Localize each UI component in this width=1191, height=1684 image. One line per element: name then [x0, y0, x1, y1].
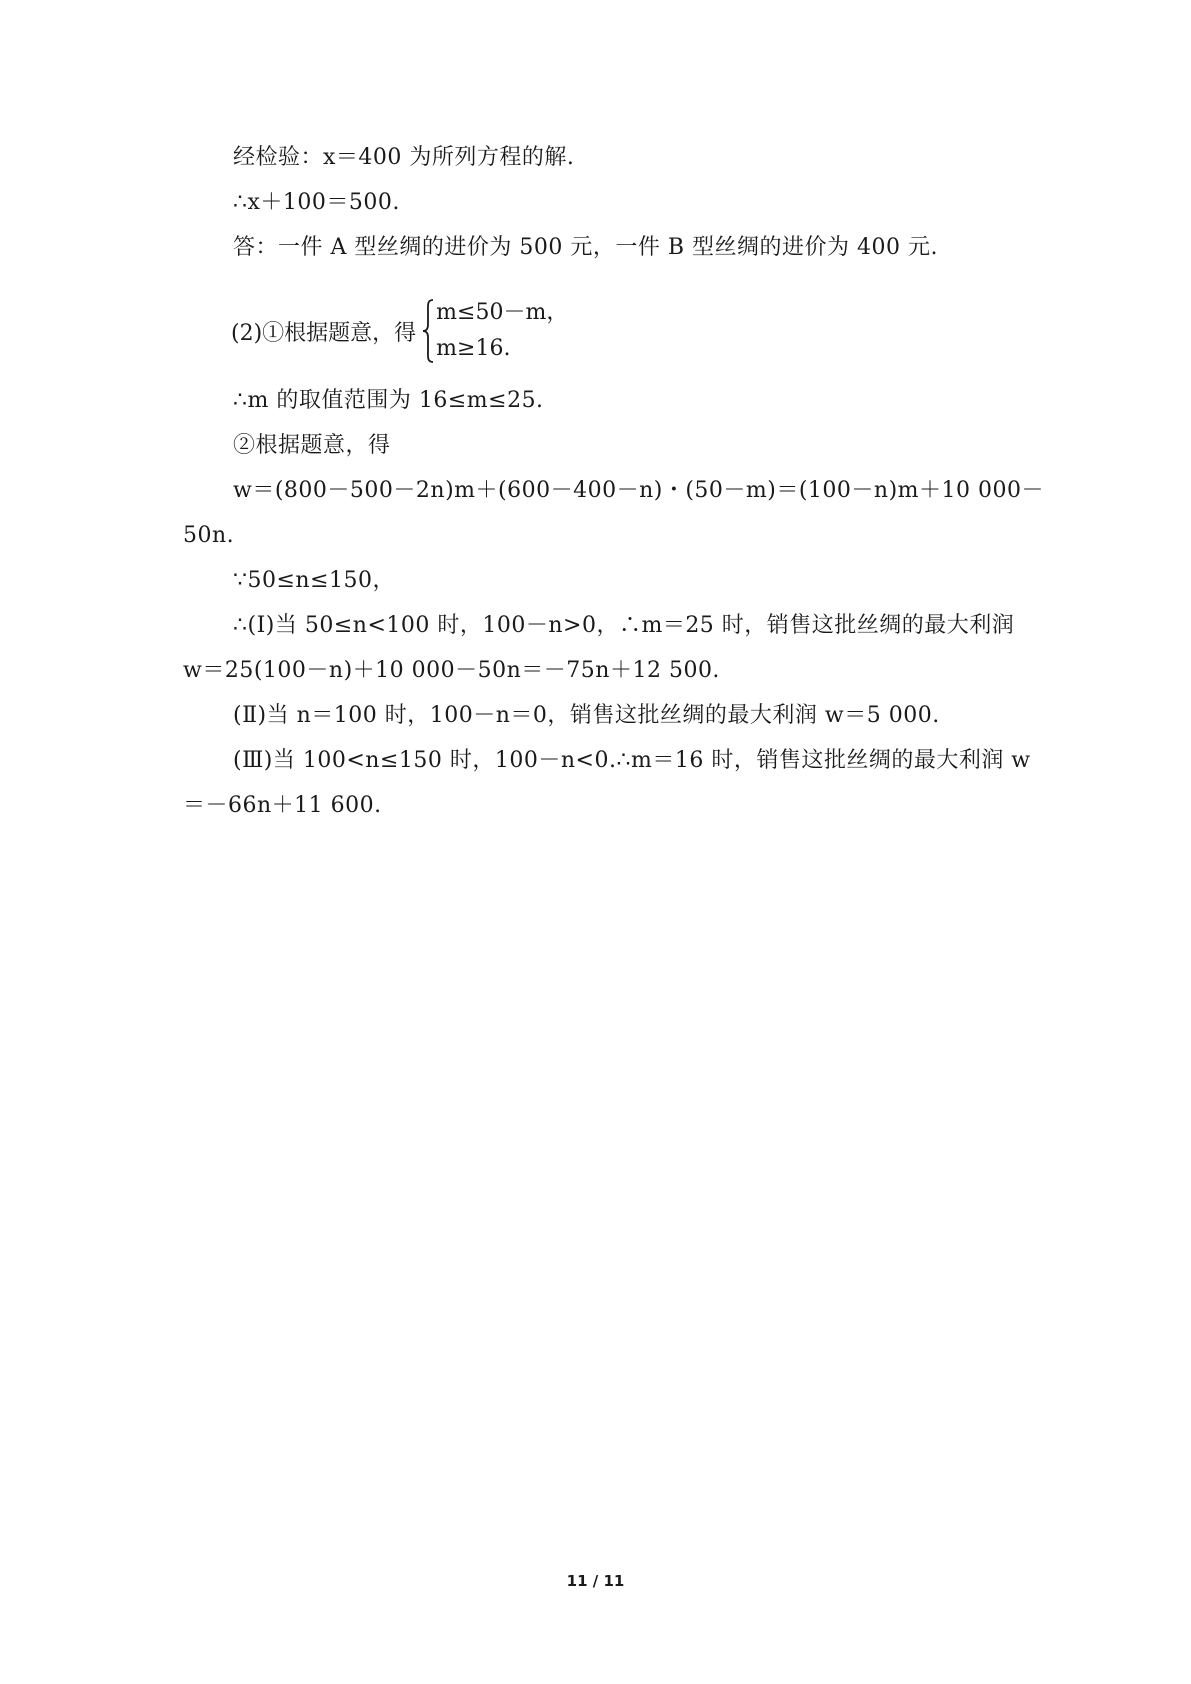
system-equation-2: m≥16. — [436, 336, 511, 361]
text-line-case-1-cont: w＝25(100－n)＋10 000－50n＝－75n＋12 500. — [183, 658, 720, 683]
system-equations — [436, 298, 568, 364]
text-line-answer: 答：一件 A 型丝绸的进价为 500 元，一件 B 型丝绸的进价为 400 元. — [233, 235, 938, 260]
text-line-case-2: (Ⅱ)当 n＝100 时，100－n＝0，销售这批丝绸的最大利润 w＝5 000. — [233, 703, 940, 728]
text-line-verification: 经检验：x＝400 为所列方程的解. — [233, 145, 575, 170]
system-label: (2)①根据题意，得 — [231, 320, 417, 346]
left-brace-icon — [422, 299, 434, 363]
text-line-range: ∴m 的取值范围为 16≤m≤25. — [233, 388, 544, 413]
text-line-w-formula: w＝(800－500－2n)m＋(600－400－n)・(50－m)＝(100－n)m＋10 000－ — [233, 478, 1045, 503]
system-equation-1: m≤50－m， — [436, 300, 569, 325]
inequality-system — [231, 298, 568, 364]
text-line-case-3-cont: ＝－66n＋11 600. — [183, 793, 382, 818]
text-line-w-formula-cont: 50n. — [183, 523, 235, 548]
text-line-n-range: ∵50≤n≤150， — [233, 568, 396, 593]
text-line-part-2: ②根据题意，得 — [233, 433, 391, 458]
text-line-conclusion: ∴x＋100＝500. — [233, 190, 400, 215]
page-number: 11 / 11 — [566, 1572, 625, 1590]
text-line-case-3: (Ⅲ)当 100<n≤150 时，100－n<0.∴m＝16 时，销售这批丝绸的最大利润 w — [233, 748, 1031, 773]
text-line-case-1: ∴(Ⅰ)当 50≤n<100 时，100－n>0，∴m＝25 时，销售这批丝绸的最大利润 — [233, 613, 1015, 638]
